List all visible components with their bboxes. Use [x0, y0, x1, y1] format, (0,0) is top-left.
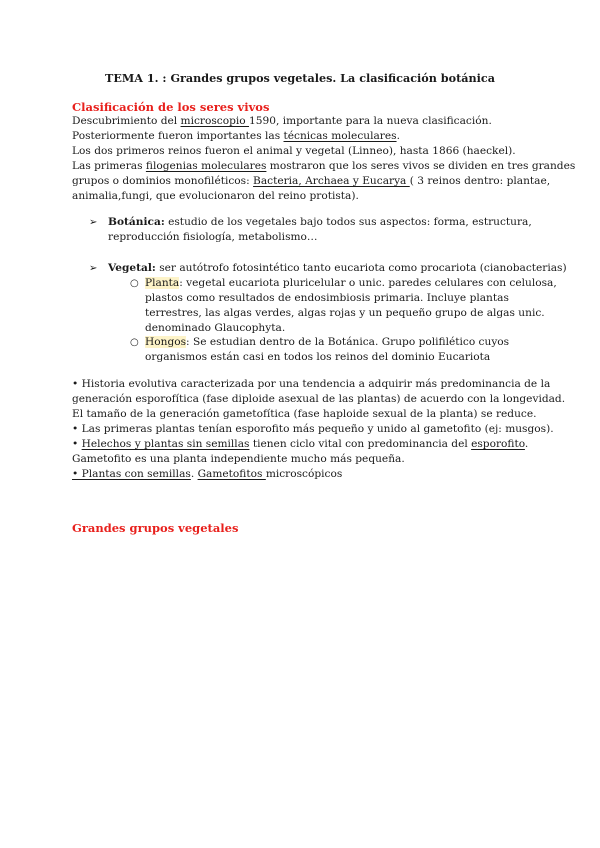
text-run: Posteriormente fueron importantes las [72, 130, 284, 142]
text-run: • [72, 438, 82, 450]
underlined-term-tecnicas: técnicas moleculares [283, 130, 397, 142]
bullet-label: Botánica: [108, 216, 165, 228]
text-run: ser autótrofo fotosintético tanto eucariota como procariota (cianobacterias) [155, 262, 567, 274]
paragraph-line: • Las primeras plantas tenían esporofito más pequeño y unido al gametofito (ej: musgos). [72, 423, 554, 435]
section-heading-grandes-grupos: Grandes grupos vegetales [72, 521, 239, 535]
arrow-bullet-icon: ➢ [89, 263, 98, 274]
bullet-line [145, 276, 557, 291]
paragraph-line [72, 467, 542, 482]
sub-bullet-hongos [145, 335, 545, 365]
text-run: grupos o dominios monofiléticos: [72, 175, 254, 187]
paragraph-line [72, 437, 542, 452]
section-clasificacion-body [72, 114, 576, 204]
text-run: microscópicos [265, 468, 343, 480]
underlined-term-filogenias: filogenias moleculares [145, 160, 267, 172]
bullet-label: Vegetal: [108, 262, 156, 274]
text-run: : Se estudian dentro de la Botánica. Grupo polifilético cuyos [186, 336, 510, 348]
paragraph-line: El tamaño de la generación gametofítica (fase haploide sexual de la planta) se reduce. [72, 408, 537, 420]
underlined-term-helechos: Helechos y plantas sin semillas [81, 438, 250, 450]
section-heading-clasificacion: Clasificación de los seres vivos [72, 100, 270, 114]
paragraph-line [72, 114, 542, 129]
text-run: 1590, importante para la nueva clasificación. [249, 115, 492, 127]
arrow-bullet-icon: ➢ [89, 217, 98, 228]
bullet-line [108, 215, 548, 230]
bullet-line: plastos como resultados de endosimbiosis primaria. Incluye plantas [145, 292, 509, 304]
bullet-line: denominado Glaucophyta. [145, 322, 286, 334]
text-run: . [190, 468, 198, 480]
bullet-line: terrestres, las algas verdes, algas rojas y un pequeño grupo de algas unic. [145, 307, 545, 319]
text-run: tienen ciclo vital con predominancia del [249, 438, 472, 450]
bullet-line [145, 335, 545, 350]
paragraph-line: • Historia evolutiva caracterizada por una tendencia a adquirir más predominancia de la [72, 378, 551, 390]
text-run: . [396, 130, 400, 142]
bullet-botanica [108, 215, 548, 245]
notes-body [72, 377, 566, 482]
text-run: : vegetal eucariota pluricelular o unic. paredes celulares con celulosa, [179, 277, 557, 289]
paragraph-line: Los dos primeros reinos fueron el animal y vegetal (Linneo), hasta 1866 (haeckel). [72, 145, 516, 157]
text-run: Descubrimiento del [72, 115, 181, 127]
circle-bullet-icon: ○ [130, 278, 139, 289]
paragraph-line [72, 129, 542, 144]
underlined-term-gametofitos: Gametofitos [197, 468, 266, 480]
underlined-term-dominios: Bacteria, Archaea y Eucarya [253, 175, 410, 187]
text-run: mostraron que los seres vivos se dividen en tres grandes [266, 160, 576, 172]
circle-bullet-icon: ○ [130, 337, 139, 348]
text-run: ( 3 reinos dentro: plantae, [409, 175, 551, 187]
page-title: TEMA 1. : Grandes grupos vegetales. La clasificación botánica [105, 71, 495, 85]
paragraph-line [72, 159, 576, 174]
underlined-term-esporofito: esporofito [471, 438, 525, 450]
underlined-term-microscopio: microscopio [180, 115, 250, 127]
paragraph-line: generación esporofítica (fase diploide asexual de las plantas) de acuerdo con la longevidad. [72, 393, 566, 405]
highlighted-term-hongos: Hongos [145, 336, 187, 348]
paragraph-line [72, 174, 551, 189]
highlighted-term-planta: Planta [145, 277, 180, 289]
bullet-line: reproducción fisiología, metabolismo… [108, 231, 318, 243]
paragraph-line: animalia,fungi, que evolucionaron del reino protista). [72, 190, 359, 202]
bullet-vegetal [108, 261, 567, 276]
sub-bullet-planta [145, 276, 557, 336]
bullet-line: organismos están casi en todos los reinos del dominio Eucariota [145, 351, 491, 363]
paragraph-line: Gametofito es una planta independiente mucho más pequeña. [72, 453, 405, 465]
underlined-term-plantas-semillas: • Plantas con semillas [72, 468, 191, 480]
text-run: . [524, 438, 529, 450]
text-run: estudio de los vegetales bajo todos sus aspectos: forma, estructura, [164, 216, 532, 228]
bullet-line [108, 261, 567, 276]
text-run: Las primeras [72, 160, 146, 172]
